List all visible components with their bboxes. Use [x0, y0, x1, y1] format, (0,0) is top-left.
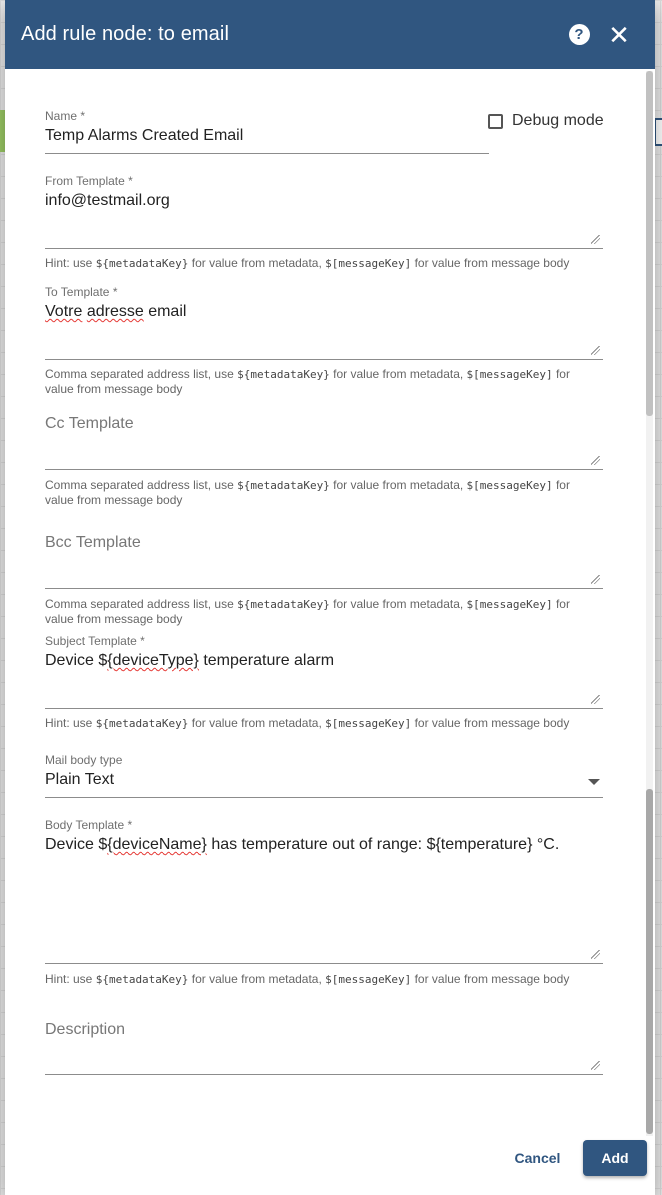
scrollbar-thumb[interactable]: [646, 71, 653, 416]
to-template-word: Votre: [45, 303, 83, 320]
body-template-label: Body Template *: [45, 818, 133, 832]
close-button[interactable]: [599, 15, 639, 55]
mail-body-type-select[interactable]: [45, 753, 603, 798]
hint-text: Hint: use: [45, 972, 96, 986]
resize-handle-icon[interactable]: [591, 575, 600, 584]
from-template-label: From Template *: [45, 174, 133, 188]
from-template-field[interactable]: [45, 174, 603, 249]
close-icon: ✕: [608, 19, 630, 50]
debug-mode-checkbox[interactable]: [488, 112, 604, 130]
background-canvas-node: [654, 118, 662, 146]
hint-text: value from message body: [45, 612, 183, 626]
add-button[interactable]: Add: [583, 1140, 647, 1176]
metadata-key-code: ${metadataKey}: [237, 479, 330, 492]
name-input[interactable]: Temp Alarms Created Email: [45, 127, 244, 144]
mail-body-type-label: Mail body type: [45, 753, 123, 767]
body-template-field[interactable]: [45, 818, 603, 965]
hint-text: for: [552, 367, 570, 381]
dialog-content: [5, 69, 655, 1195]
metadata-key-code: ${metadataKey}: [95, 257, 189, 270]
hint-text: for value from message body: [411, 972, 570, 986]
dialog-footer: [5, 1125, 655, 1195]
hint-text: for value from message body: [411, 256, 570, 270]
dialog-header: [5, 0, 655, 69]
hint-text: for value from metadata,: [329, 478, 467, 492]
hint-text: Hint: use: [45, 716, 96, 730]
message-key-code: $[messageKey]: [466, 479, 553, 492]
bcc-template-hint: [45, 597, 605, 626]
resize-handle-icon[interactable]: [591, 235, 600, 244]
dropdown-arrow-icon[interactable]: [588, 779, 600, 785]
message-key-code: $[messageKey]: [466, 598, 553, 611]
description-field[interactable]: [45, 1021, 603, 1077]
cc-template-underline: [45, 469, 603, 470]
mail-body-type-value[interactable]: Plain Text: [45, 771, 115, 788]
subject-template-hint: [45, 716, 605, 731]
to-template-underline: [45, 359, 603, 360]
to-template-label: To Template *: [45, 285, 118, 299]
subject-text: Device $: [45, 652, 108, 669]
metadata-key-code: ${metadataKey}: [237, 598, 330, 611]
cc-template-hint: [45, 478, 605, 507]
body-template-input[interactable]: [45, 836, 603, 854]
hint-text: Comma separated address list, use: [45, 367, 238, 381]
hint-text: for value from metadata,: [188, 972, 326, 986]
cancel-button[interactable]: Cancel: [500, 1140, 575, 1176]
checkbox-icon[interactable]: [488, 114, 503, 129]
message-key-code: $[messageKey]: [325, 717, 412, 730]
help-circle-icon: ?: [569, 24, 590, 45]
body-text: Device $: [45, 836, 108, 853]
metadata-key-code: ${metadataKey}: [95, 717, 189, 730]
from-template-input[interactable]: info@testmail.org: [45, 192, 170, 209]
cc-template-field[interactable]: [45, 415, 603, 471]
resize-handle-icon[interactable]: [591, 1061, 600, 1070]
dialog-title: Add rule node: to email: [21, 23, 229, 45]
add-rule-node-dialog: [5, 0, 655, 1195]
metadata-key-code: ${metadataKey}: [237, 368, 330, 381]
scrollbar-thumb[interactable]: [646, 789, 653, 1134]
message-key-code: $[messageKey]: [466, 368, 553, 381]
hint-text: for value from message body: [411, 716, 570, 730]
from-template-hint: [45, 256, 605, 271]
from-template-underline: [45, 248, 603, 249]
to-template-input[interactable]: [45, 303, 603, 321]
message-key-code: $[messageKey]: [325, 257, 412, 270]
debug-mode-label: Debug mode: [512, 112, 604, 129]
hint-text: Hint: use: [45, 256, 96, 270]
subject-template-input[interactable]: [45, 652, 603, 670]
subject-template-field[interactable]: [45, 634, 603, 709]
description-underline: [45, 1074, 603, 1075]
metadata-key-code: ${metadataKey}: [95, 973, 189, 986]
bcc-template-placeholder: Bcc Template: [45, 534, 141, 551]
name-label: Name *: [45, 109, 86, 123]
description-placeholder: Description: [45, 1021, 126, 1038]
subject-template-label: Subject Template *: [45, 634, 145, 648]
resize-handle-icon[interactable]: [591, 456, 600, 465]
resize-handle-icon[interactable]: [591, 950, 600, 959]
hint-text: for value from metadata,: [329, 367, 467, 381]
body-variable: {deviceName}: [107, 836, 207, 853]
scrollbar[interactable]: [646, 71, 653, 1136]
subject-variable: {deviceType}: [107, 652, 199, 669]
help-button[interactable]: [559, 15, 599, 55]
body-template-underline: [45, 963, 603, 964]
bcc-template-underline: [45, 588, 603, 589]
to-template-hint: [45, 367, 605, 396]
hint-text: for value from metadata,: [329, 597, 467, 611]
hint-text: for value from metadata,: [188, 256, 326, 270]
mail-body-type-underline: [45, 797, 603, 798]
hint-text: for: [552, 597, 570, 611]
resize-handle-icon[interactable]: [591, 695, 600, 704]
cc-template-placeholder: Cc Template: [45, 415, 134, 432]
bcc-template-field[interactable]: [45, 534, 603, 590]
subject-template-underline: [45, 708, 603, 709]
name-field[interactable]: [45, 109, 489, 145]
message-key-code: $[messageKey]: [325, 973, 412, 986]
body-text: has temperature out of range: ${temperature} °C.: [206, 836, 560, 853]
resize-handle-icon[interactable]: [591, 346, 600, 355]
hint-text: value from message body: [45, 493, 183, 507]
hint-text: Comma separated address list, use: [45, 478, 238, 492]
to-template-word: email: [148, 303, 187, 320]
hint-text: for: [552, 478, 570, 492]
body-template-hint: [45, 972, 605, 987]
hint-text: for value from metadata,: [188, 716, 326, 730]
to-template-field[interactable]: [45, 285, 603, 360]
hint-text: Comma separated address list, use: [45, 597, 238, 611]
to-template-word: adresse: [86, 303, 144, 320]
hint-text: value from message body: [45, 382, 183, 396]
name-underline: [45, 153, 489, 154]
subject-text: temperature alarm: [198, 652, 335, 669]
